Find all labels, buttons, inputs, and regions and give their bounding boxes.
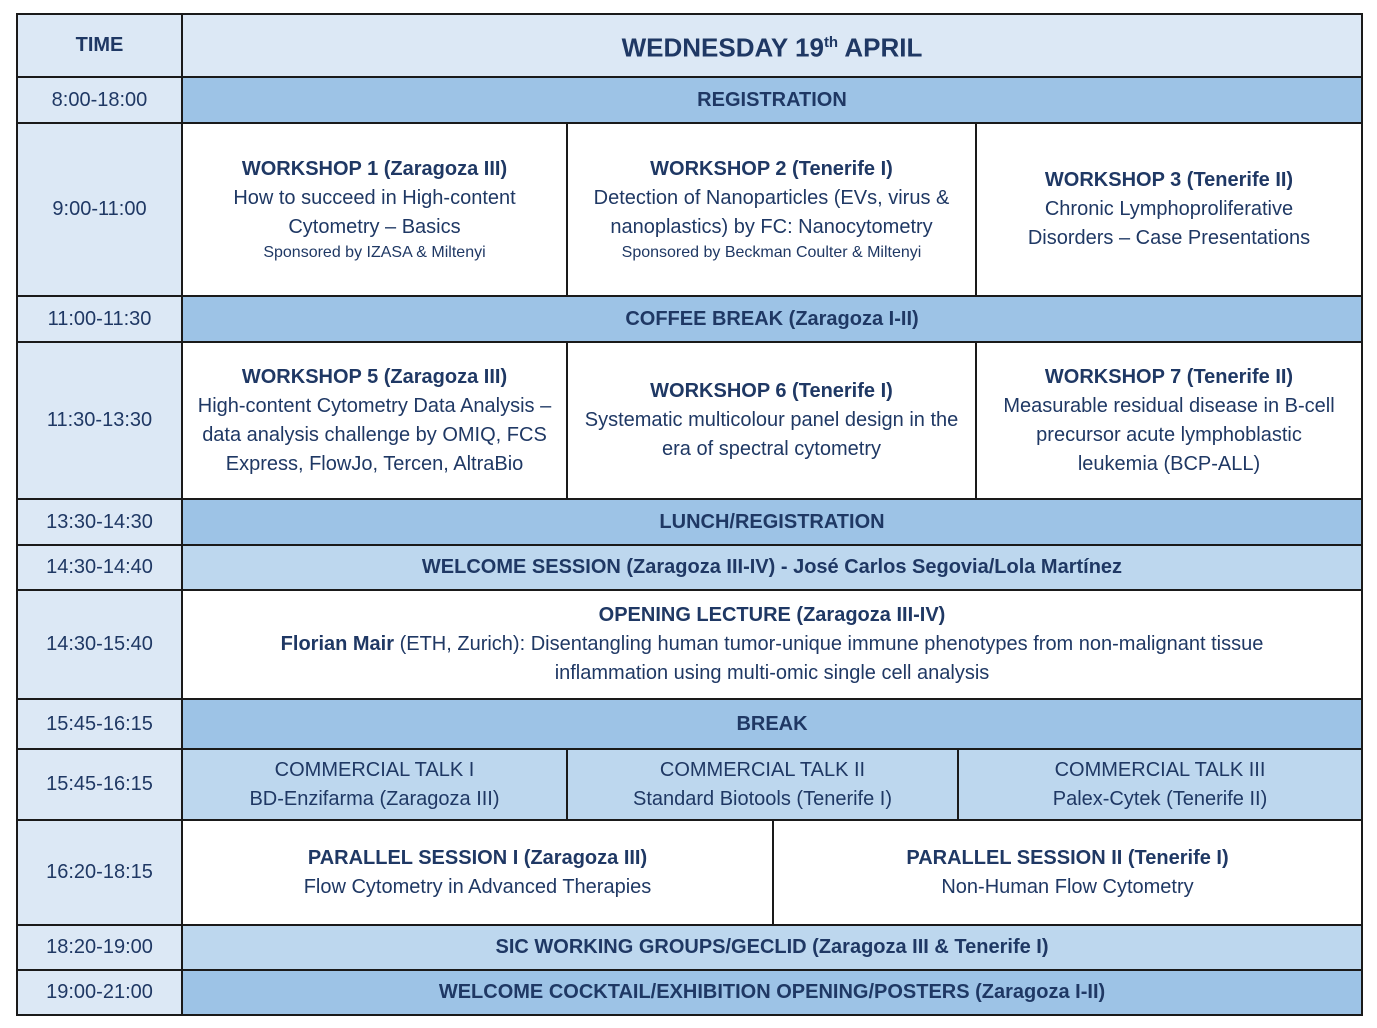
workshop-1-sponsor: Sponsored by IZASA & Miltenyi — [263, 244, 486, 261]
parallel-session-2-title: PARALLEL SESSION II (Tenerife I) — [906, 846, 1229, 869]
break-cell: BREAK — [183, 700, 1361, 748]
workshop-2-cell — [568, 124, 977, 295]
commercial-talk-3-desc: Palex-Cytek (Tenerife II) — [1052, 787, 1268, 810]
workshops-morning-row — [18, 124, 1361, 297]
opening-desc — [223, 630, 1321, 688]
workshop-6-cell — [568, 343, 977, 498]
commercial-talk-1-cell — [183, 750, 568, 819]
commercial-talk-2-desc: Standard Biotools (Tenerife I) — [632, 787, 893, 810]
time-cell: 14:30-15:40 — [18, 591, 183, 698]
commercial-talk-1-desc: BD-Enzifarma (Zaragoza III) — [249, 787, 500, 810]
schedule-table — [16, 13, 1363, 1016]
welcome-row — [18, 546, 1361, 591]
opening-abstract: (ETH, Zurich): Disentangling human tumor-unique immune phenotypes from non-malignant tissue inflammation using multi-omic single cell analysis — [394, 633, 1264, 684]
day-title-rest: APRIL — [838, 32, 923, 63]
cocktail-row — [18, 971, 1361, 1014]
coffee-cell: COFFEE BREAK (Zaragoza I-II) — [183, 297, 1361, 341]
opening-title: OPENING LECTURE (Zaragoza III-IV) — [598, 604, 946, 626]
parallel-session-2-desc: Non-Human Flow Cytometry — [941, 875, 1194, 898]
time-cell: 15:45-16:15 — [18, 700, 183, 748]
workshop-3-cell — [977, 124, 1361, 295]
commercial-talk-3-title: COMMERCIAL TALK III — [1054, 758, 1266, 781]
commercial-talk-3-cell — [959, 750, 1361, 819]
parallel-session-1-cell — [183, 821, 774, 924]
workshop-1-cell — [183, 124, 568, 295]
opening-cell — [183, 591, 1361, 698]
lunch-row — [18, 500, 1361, 546]
registration-row — [18, 78, 1361, 124]
opening-row — [18, 591, 1361, 700]
workshop-2-desc: Detection of Nanoparticles (EVs, virus & nanoplastics) by FC: Nanocytometry — [593, 187, 950, 238]
parallel-row — [18, 821, 1361, 926]
time-cell: 15:45-16:15 — [18, 750, 183, 819]
welcome-cell: WELCOME SESSION (Zaragoza III-IV) - José Carlos Segovia/Lola Martínez — [183, 546, 1361, 589]
break-row — [18, 700, 1361, 750]
opening-speaker: Florian Mair — [280, 633, 395, 655]
lunch-cell: LUNCH/REGISTRATION — [183, 500, 1361, 544]
parallel-session-1-desc: Flow Cytometry in Advanced Therapies — [303, 875, 652, 898]
time-cell: 11:00-11:30 — [18, 297, 183, 341]
time-cell: 18:20-19:00 — [18, 926, 183, 969]
workshop-5-cell — [183, 343, 568, 498]
time-cell: 8:00-18:00 — [18, 78, 183, 122]
time-cell: 11:30-13:30 — [18, 343, 183, 498]
workshop-6-desc: Systematic multicolour panel design in the era of spectral cytometry — [584, 409, 959, 460]
time-header: TIME — [18, 15, 183, 76]
commercial-talk-1-title: COMMERCIAL TALK I — [274, 758, 475, 781]
workshop-7-desc: Measurable residual disease in B-cell precursor acute lymphoblastic leukemia (BCP-ALL) — [1003, 394, 1335, 475]
workshop-6-title: WORKSHOP 6 (Tenerife I) — [650, 380, 893, 402]
workshop-7-cell — [977, 343, 1361, 498]
time-cell: 16:20-18:15 — [18, 821, 183, 924]
day-title — [183, 15, 1361, 76]
parallel-session-1-title: PARALLEL SESSION I (Zaragoza III) — [307, 846, 648, 869]
time-cell: 19:00-21:00 — [18, 971, 183, 1014]
day-title-sup: th — [823, 34, 839, 52]
day-title-main: WEDNESDAY 19 — [621, 32, 824, 63]
sic-cell: SIC WORKING GROUPS/GECLID (Zaragoza III & Tenerife I) — [183, 926, 1361, 969]
registration-cell: REGISTRATION — [183, 78, 1361, 122]
commercial-talk-2-title: COMMERCIAL TALK II — [659, 758, 866, 781]
workshops-late-row — [18, 343, 1361, 500]
workshop-3-title: WORKSHOP 3 (Tenerife II) — [1044, 169, 1294, 191]
workshop-1-title: WORKSHOP 1 (Zaragoza III) — [241, 158, 508, 180]
coffee-row — [18, 297, 1361, 343]
workshop-3-desc: Chronic Lymphoproliferative Disorders – Case Presentations — [1027, 198, 1311, 249]
workshop-5-desc: High-content Cytometry Data Analysis – data analysis challenge by OMIQ, FCS Express, FlowJo, Tercen, AltraBio — [197, 394, 552, 475]
workshop-1-desc: How to succeed in High-content Cytometry – Basics — [233, 187, 516, 238]
header-row — [18, 15, 1361, 78]
time-cell: 13:30-14:30 — [18, 500, 183, 544]
workshop-2-sponsor: Sponsored by Beckman Coulter & Miltenyi — [621, 244, 922, 261]
time-cell: 14:30-14:40 — [18, 546, 183, 589]
time-cell: 9:00-11:00 — [18, 124, 183, 295]
cocktail-cell: WELCOME COCKTAIL/EXHIBITION OPENING/POSTERS (Zaragoza I-II) — [183, 971, 1361, 1014]
sic-row — [18, 926, 1361, 971]
workshop-7-title: WORKSHOP 7 (Tenerife II) — [1044, 365, 1294, 388]
commercial-row — [18, 750, 1361, 821]
parallel-session-2-cell — [774, 821, 1361, 924]
commercial-talk-2-cell — [568, 750, 959, 819]
workshop-2-title: WORKSHOP 2 (Tenerife I) — [650, 158, 893, 180]
workshop-5-title: WORKSHOP 5 (Zaragoza III) — [241, 365, 508, 388]
